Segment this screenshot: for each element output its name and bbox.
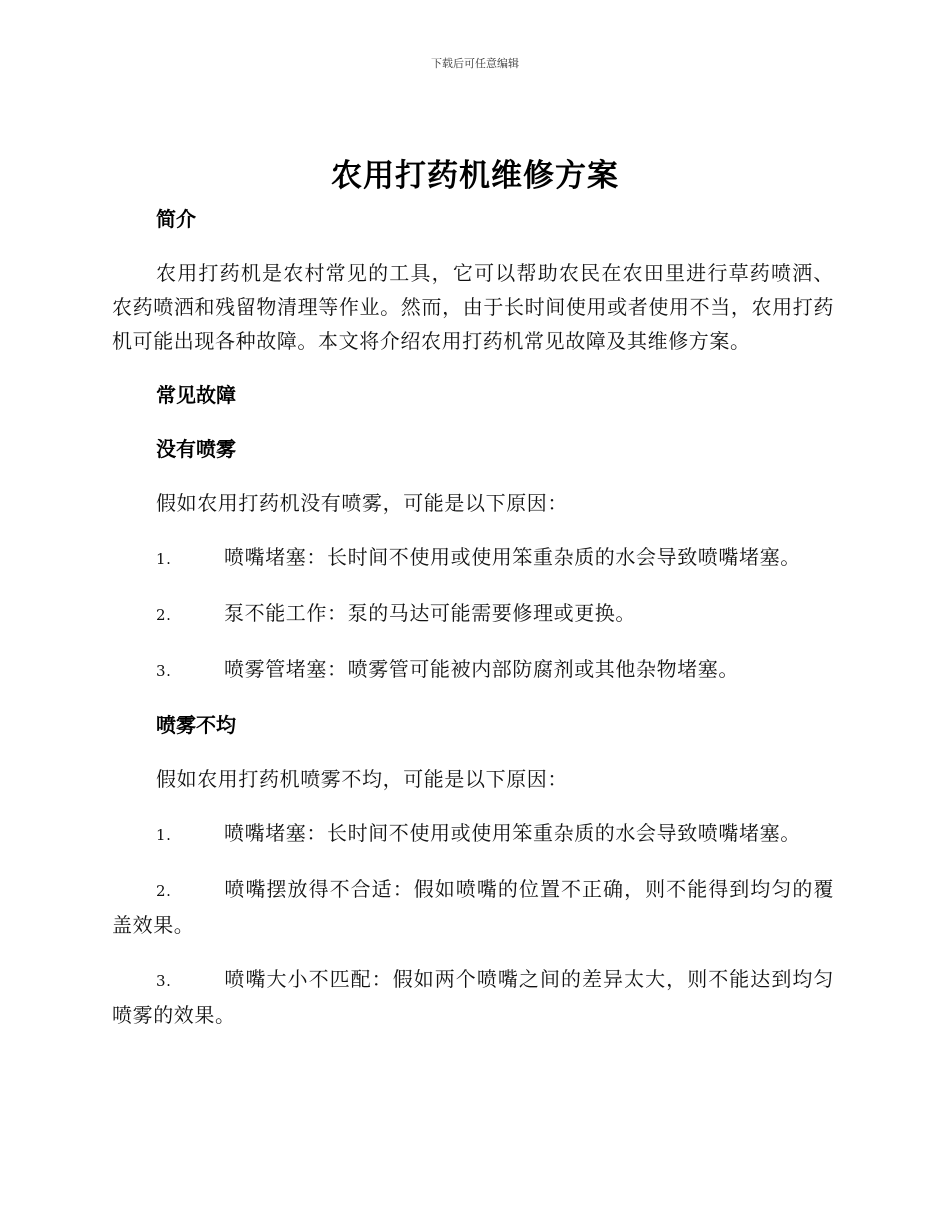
list-item-text: 喷嘴堵塞：长时间不使用或使用笨重杂质的水会导致喷嘴堵塞。	[224, 821, 801, 845]
list-item-text: 喷嘴大小不匹配：假如两个喷嘴之间的差异太大，则不能达到均匀喷雾的效果。	[112, 967, 834, 1027]
list-item-number: 2.	[156, 606, 172, 624]
page-title: 农用打药机维修方案	[331, 158, 619, 194]
list-item	[112, 872, 834, 942]
no-spray-lead: 假如农用打药机没有喷雾，可能是以下原因：	[156, 491, 568, 515]
heading-uneven-spray: 喷雾不均	[156, 713, 236, 737]
intro-paragraph: 农用打药机是农村常见的工具，它可以帮助农民在农田里进行草药喷洒、农药喷洒和残留物清理等作业。然而，由于长时间使用或者使用不当，农用打药机可能出现各种故障。本文将介绍农用打药机常见故障及其维修方案。	[112, 261, 834, 353]
uneven-spray-list	[112, 816, 834, 1032]
no-spray-list	[112, 540, 834, 688]
list-item-text: 喷嘴堵塞：长时间不使用或使用笨重杂质的水会导致喷嘴堵塞。	[224, 545, 801, 569]
list-item	[112, 540, 834, 576]
document-body	[112, 202, 834, 1032]
heading-no-spray: 没有喷雾	[156, 437, 236, 461]
header-note: 下载后可任意编辑	[431, 57, 519, 70]
list-item-number: 1.	[156, 550, 172, 568]
spacer	[112, 688, 834, 708]
list-item-number: 2.	[156, 882, 172, 900]
heading-common-faults: 常见故障	[156, 383, 236, 407]
list-item-number: 1.	[156, 826, 172, 844]
list-item-text: 喷雾管堵塞：喷雾管可能被内部防腐剂或其他杂物堵塞。	[224, 657, 739, 681]
heading-intro: 简介	[156, 207, 196, 231]
list-item	[112, 652, 834, 688]
list-item-number: 3.	[156, 972, 172, 990]
list-item	[112, 962, 834, 1032]
uneven-spray-lead: 假如农用打药机喷雾不均，可能是以下原因：	[156, 767, 568, 791]
list-item-number: 3.	[156, 662, 172, 680]
list-item-text: 喷嘴摆放得不合适：假如喷嘴的位置不正确，则不能得到均匀的覆盖效果。	[112, 877, 834, 937]
list-item	[112, 816, 834, 852]
list-item-text: 泵不能工作：泵的马达可能需要修理或更换。	[224, 601, 636, 625]
list-item	[112, 596, 834, 632]
